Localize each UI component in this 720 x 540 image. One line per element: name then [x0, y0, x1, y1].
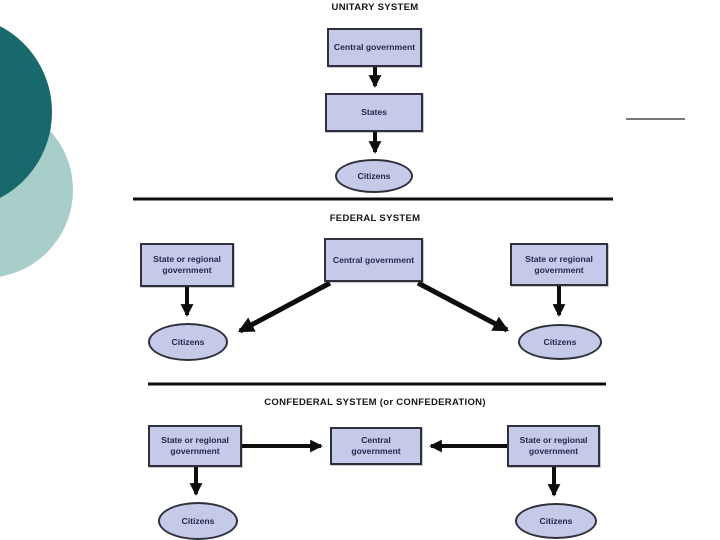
confederal-right-state-box: State or regional government	[507, 425, 600, 467]
unitary-citizens-ellipse: Citizens	[335, 159, 413, 193]
confederal-section-title: CONFEDERAL SYSTEM (or CONFEDERATION)	[264, 397, 486, 408]
federal-central-government-box: Central government	[324, 238, 423, 282]
federal-section-title: FEDERAL SYSTEM	[329, 213, 421, 224]
unitary-section-title: UNITARY SYSTEM	[331, 2, 419, 13]
arrow-central-to-left-citizens	[240, 283, 330, 331]
federal-right-state-box: State or regional government	[510, 243, 608, 286]
confederal-left-citizens-ellipse: Citizens	[158, 502, 238, 540]
confederal-right-citizens-ellipse: Citizens	[515, 503, 597, 539]
unitary-states-box: States	[325, 93, 423, 132]
federal-left-state-box: State or regional government	[140, 243, 234, 287]
confederal-central-government-box: Central government	[330, 427, 422, 465]
confederal-left-state-box: State or regional government	[148, 425, 242, 467]
federal-left-citizens-ellipse: Citizens	[148, 323, 228, 361]
unitary-central-government-box: Central government	[327, 28, 422, 67]
federal-right-citizens-ellipse: Citizens	[518, 324, 602, 360]
arrow-central-to-right-citizens	[418, 283, 507, 330]
